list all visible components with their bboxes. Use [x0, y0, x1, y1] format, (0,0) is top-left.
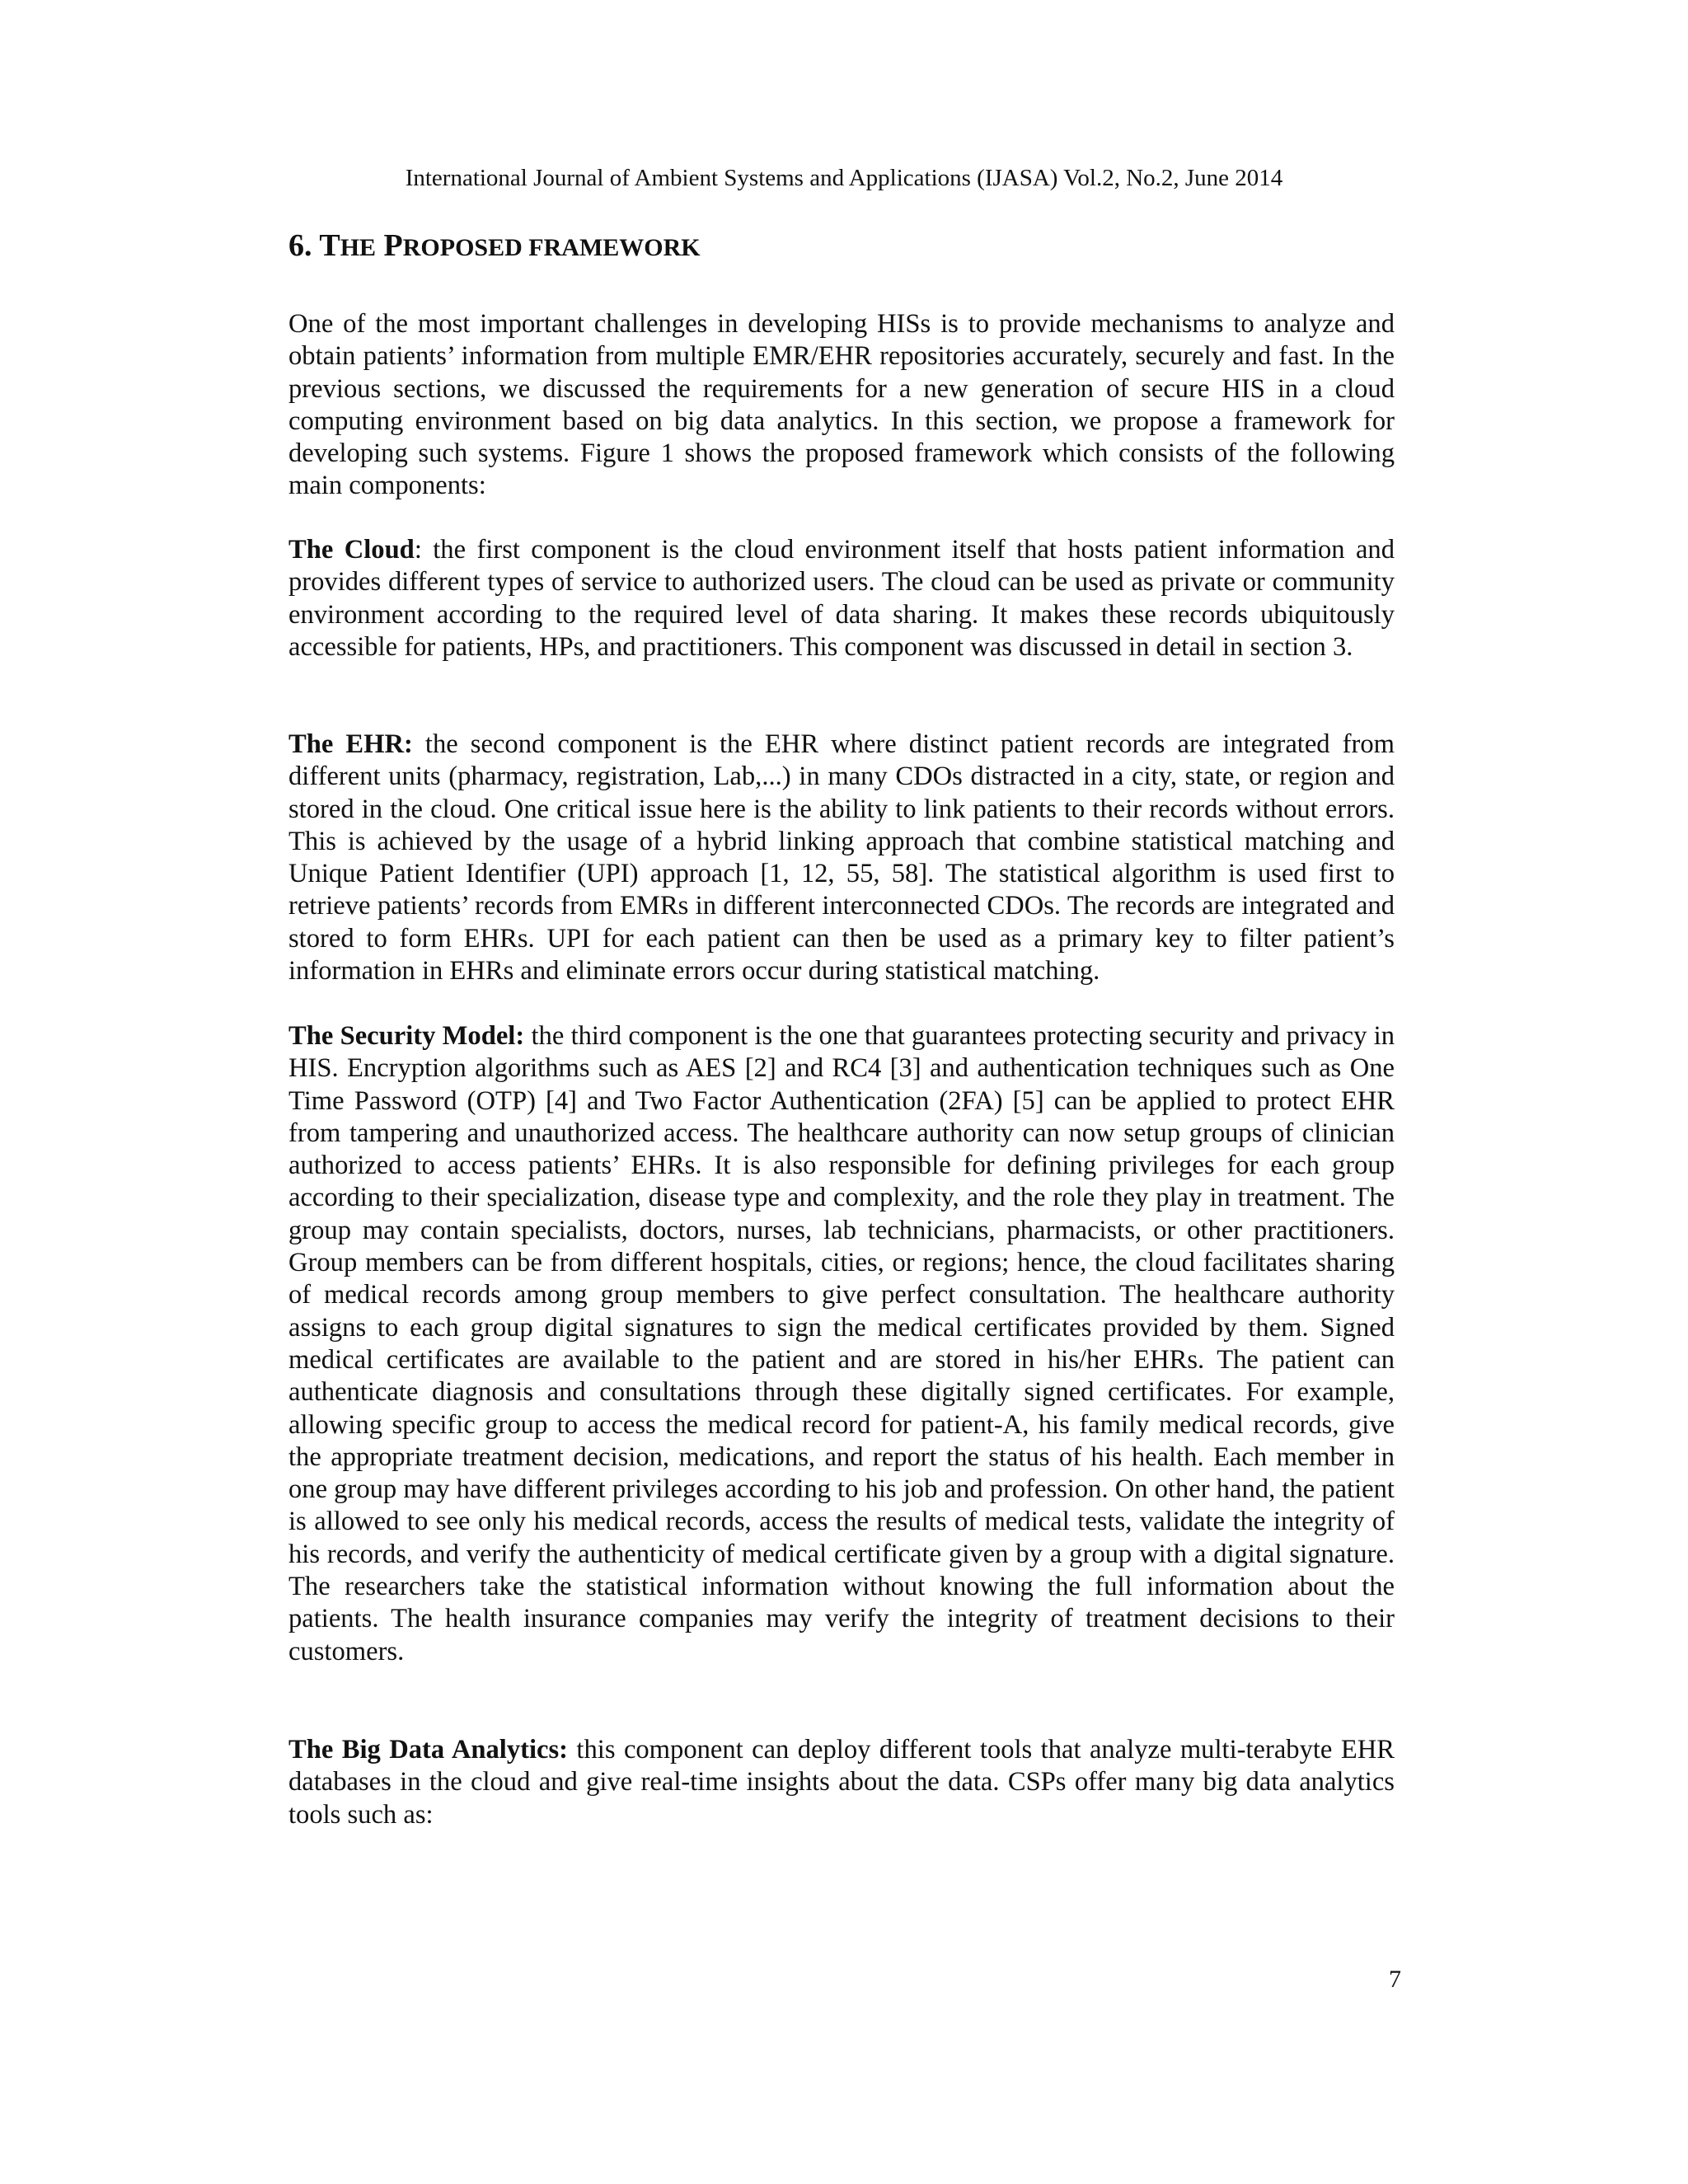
cloud-lead: The Cloud	[288, 535, 415, 565]
security-paragraph	[288, 1020, 1395, 1668]
security-text: the third component is the one that guarantees protecting security and privacy in HIS. Encryption algorithms such as AES [2] and RC4 [3] and authentication techniques such as One Time Password (OTP) [4] and Two Factor Authentication (2FA) [5] can be applied to protect EHR from tampering and unauthorized access. The healthcare authority can now setup groups of clinician authorized to access patients’ EHRs. It is also responsible for defining privileges for each group according to their specialization, disease type and complexity, and the role they play in treatment. The group may contain specialists, doctors, nurses, lab technicians, pharmacists, or other practitioners. Group members can be from different hospitals, cities, or regions; hence, the cloud facilitates sharing of medical records among group members to give perfect consultation. The healthcare authority assigns to each group digital signatures to sign the medical certificates provided by them. Signed medical certificates are available to the patient and are stored in his/her EHRs. The patient can authenticate diagnosis and consultations through these digitally signed certificates. For example, allowing specific group to access the medical record for patient-A, his family medical records, give the appropriate treatment decision, medications, and report the status of his health. Each member in one group may have different privileges according to his job and profession. On other hand, the patient is allowed to see only his medical records, access the results of medical tests, validate the integrity of his records, and verify the authenticity of medical certificate given by a group with a digital signature. The researchers take the statistical information without knowing the full information about the patients. The health insurance companies may verify the integrity of treatment decisions to their customers.	[288, 1021, 1395, 1666]
ehr-text: the second component is the EHR where distinct patient records are integrated from different units (pharmacy, registration, Lab,...) in many CDOs distracted in a city, state, or region and stored in the cloud. One critical issue here is the ability to link patients to their records without errors. This is achieved by the usage of a hybrid linking approach that combine statistical matching and Unique Patient Identifier (UPI) approach [1, 12, 55, 58]. The statistical algorithm is used first to retrieve patients’ records from EMRs in different interconnected CDOs. The records are integrated and stored to form EHRs. UPI for each patient can then be used as a primary key to filter patient’s information in EHRs and eliminate errors occur during statistical matching.	[288, 729, 1395, 987]
ehr-lead: The EHR:	[288, 729, 413, 759]
running-header: International Journal of Ambient Systems and Applications (IJASA) Vol.2, No.2, June 2014	[405, 165, 1283, 191]
section-title-rest-1: HE	[340, 234, 377, 261]
bigdata-lead: The Big Data Analytics:	[288, 1735, 568, 1765]
security-lead: The Security Model:	[288, 1021, 525, 1051]
page-number: 7	[1389, 1966, 1401, 1993]
bigdata-paragraph	[288, 1734, 1395, 1831]
section-title-initial-2: P	[383, 228, 403, 263]
ehr-paragraph	[288, 729, 1395, 987]
section-heading	[288, 227, 1395, 266]
section-title-initial-1: T	[319, 228, 340, 263]
bigdata-text: this component can deploy different tools that analyze multi-terabyte EHR databases in the cloud and give real-time insights about the data. CSPs offer many big data analytics tools such as:	[288, 1735, 1395, 1830]
section-title-rest-2: ROPOSED FRAMEWORK	[402, 234, 701, 261]
intro-paragraph: One of the most important challenges in developing HISs is to provide mechanisms to analyze and obtain patients’ information from multiple EMR/EHR repositories accurately, securely and fast. In the previous sections, we discussed the requirements for a new generation of secure HIS in a cloud computing environment based on big data analytics. In this section, we propose a framework for developing such systems. Figure 1 shows the proposed framework which consists of the following main components:	[288, 309, 1395, 501]
cloud-paragraph	[288, 534, 1395, 663]
cloud-text: : the first component is the cloud environment itself that hosts patient information and provides different types of service to authorized users. The cloud can be used as private or community environment according to the required level of data sharing. It makes these records ubiquitously accessible for patients, HPs, and practitioners. This component was discussed in detail in section 3.	[288, 535, 1395, 662]
section-number: 6.	[288, 228, 312, 263]
